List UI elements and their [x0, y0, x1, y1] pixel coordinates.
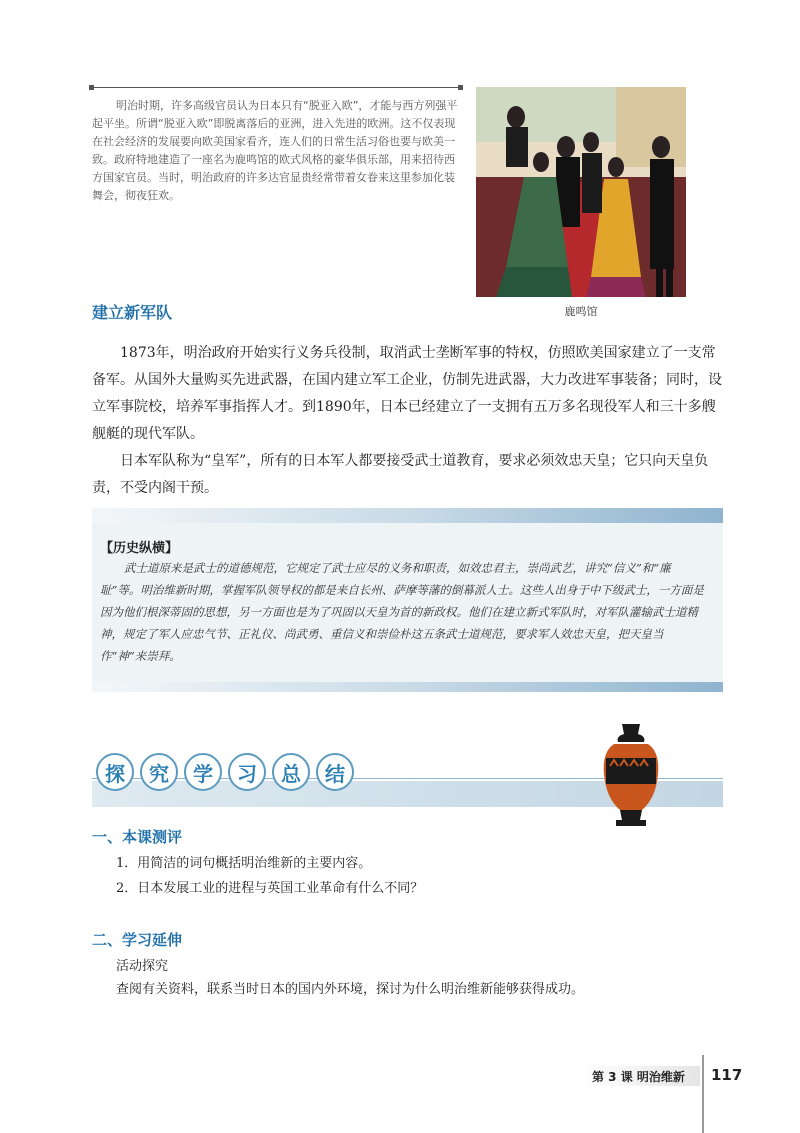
history-box-bottom-band: [92, 682, 723, 692]
banner-char: 学: [184, 753, 222, 791]
section-title: 建立新军队: [92, 303, 173, 322]
banner-char: 探: [96, 753, 134, 791]
section-body: [92, 340, 722, 502]
activity-text: 查阅有关资料，联系当时日本的国内外环境，探讨为什么明治维新能够获得成功。: [116, 982, 585, 997]
activity-subtitle: 活动探究: [116, 959, 169, 974]
summary-part1-title: 一、本课测评: [92, 828, 183, 846]
page-number: 117: [711, 1066, 743, 1084]
paragraph: 日本军队称为“皇军”，所有的日本军人都要接受武士道教育，要求必须效忠天皇；它只向天皇负责，不受内阁干预。: [92, 453, 709, 496]
summary-banner-title: [96, 753, 354, 791]
summary-part2-title: 二、学习延伸: [92, 931, 183, 949]
question-item: 2．日本发展工业的进程与英国工业革命有什么不同？: [116, 881, 424, 896]
banner-char: 习: [228, 753, 266, 791]
rokumeikan-illustration: [476, 87, 686, 297]
banner-char: 结: [316, 753, 354, 791]
photo-caption-text: 明治时期，许多高级官员认为日本只有“脱亚入欧”，才能与西方列强平起平坐。所谓“脱亚入欧”即脱离落后的亚洲，进入先进的欧洲。这不仅表现在社会经济的发展要向欧美国家看齐，连人们的日常生活习俗也要与欧美一致。政府特地建造了一座名为鹿鸣馆的欧式风格的豪华俱乐部，用来招待西方国家官员。当时，明治政府的许多达官显贵经常带着女眷来这里参加化装舞会，彻夜狂欢。: [92, 99, 458, 202]
caption-rule: [92, 87, 460, 88]
history-box-text: 武士道原来是武士的道德规范，它规定了武士应尽的义务和职责，如效忠君主，崇尚武艺，讲究“信义”和“廉耻”等。明治维新时期，掌握军队领导权的都是来自长州、萨摩等藩的倒幕派人士。这些人出身于中下级武士，一方面是因为他们根深蒂固的思想，另一方面也是为了巩固以天皇为首的新政权。他们在建立新式军队时，对军队灌输武士道精神，规定了军人应忠气节、正礼仪、尚武勇、重信义和崇俭朴这五条武士道规范，要求军人效忠天皇，把天皇当作“神”来崇拜。: [100, 561, 704, 663]
banner-char: 究: [140, 753, 178, 791]
footer-divider: [702, 1055, 704, 1133]
greek-vase-icon: [600, 722, 662, 830]
paragraph: 1873年，明治政府开始实行义务兵役制，取消武士垄断军事的特权，仿照欧美国家建立了一支常备军。从国外大量购买先进武器，在国内建立军工企业，仿制先进武器，大力改进军事装备；同时，设立军事院校，培养军事指挥人才。到1890年，日本已经建立了一支拥有五万多名现役军人和三十多艘舰艇的现代军队。: [92, 345, 722, 442]
history-box-top-band: [92, 508, 723, 523]
footer-lesson-label: 第 3 课 明治维新: [592, 1070, 685, 1084]
photo-caption: 鹿鸣馆: [564, 305, 598, 318]
question-item: 1．用简洁的词句概括明治维新的主要内容。: [116, 856, 372, 871]
history-box-title: 【历史纵横】: [100, 541, 179, 556]
banner-char: 总: [272, 753, 310, 791]
